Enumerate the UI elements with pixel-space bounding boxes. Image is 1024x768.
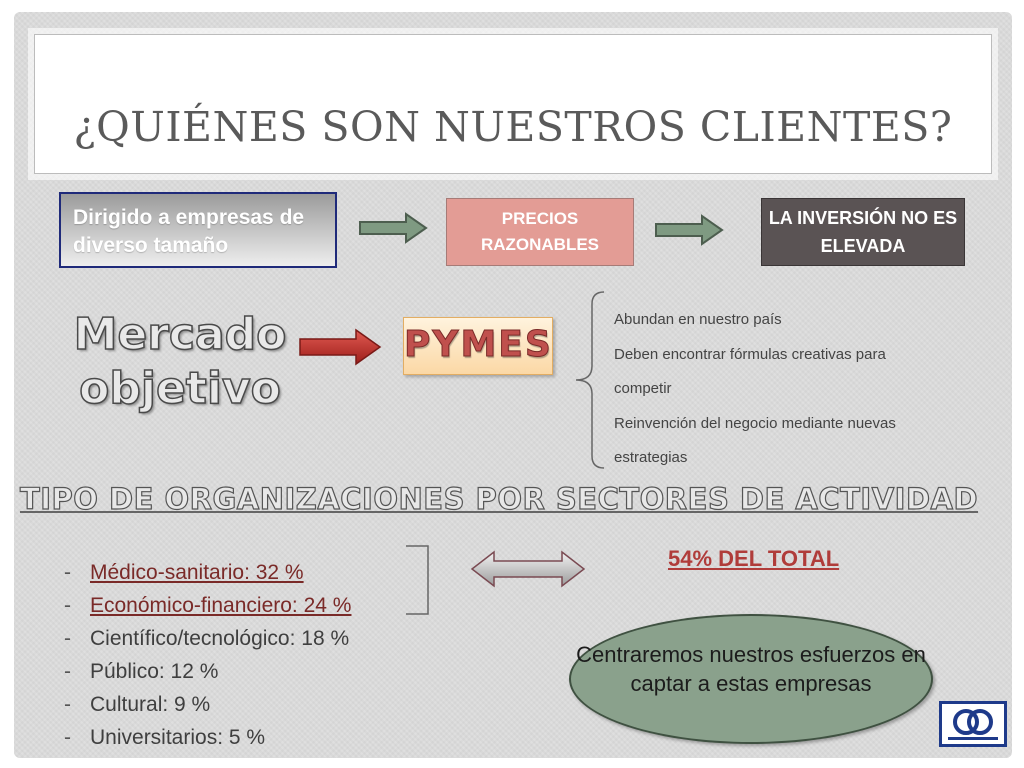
flow-arrow-icon	[358, 212, 430, 244]
list-item: Reinvención del negocio mediante nuevas	[614, 414, 896, 432]
list-item	[64, 721, 351, 754]
mercado-objetivo-label: Mercado objetivo	[73, 309, 287, 414]
bullet-marker: -	[64, 561, 71, 584]
bullet-marker: -	[64, 726, 71, 749]
box-inversion: LA INVERSIÓN NO ES ELEVADA	[761, 198, 965, 266]
title-box	[34, 34, 992, 174]
sector-list	[64, 556, 351, 754]
pymes-box	[403, 317, 553, 375]
conclusion-ellipse	[569, 614, 933, 744]
bullet-marker: -	[64, 594, 71, 617]
bracket-icon	[404, 544, 434, 616]
total-label: 54% DEL TOTAL	[668, 546, 840, 571]
sector-label: Público: 12 %	[90, 660, 219, 683]
sector-label: Científico/tecnológico: 18 %	[90, 627, 350, 650]
sector-label: Médico-sanitario: 32 %	[90, 561, 304, 584]
double-arrow-icon	[470, 550, 588, 588]
page-title: ¿QUIÉNES SON NUESTROS CLIENTES?	[73, 103, 953, 151]
flow-arrow-icon	[654, 214, 726, 246]
bullet-marker: -	[64, 627, 71, 650]
list-item: Abundan en nuestro país	[614, 311, 782, 328]
box-dirigido: Dirigido a empresas de diverso tamaño	[59, 192, 337, 268]
logo-icon	[939, 701, 1007, 747]
sector-title: TIPO DE ORGANIZACIONES POR SECTORES DE ACTIVIDAD	[19, 482, 979, 516]
red-arrow-icon	[298, 328, 384, 368]
list-item	[64, 655, 351, 688]
bullet-marker: -	[64, 693, 71, 716]
brace-icon	[570, 290, 610, 470]
list-item: Deben encontrar fórmulas creativas para	[614, 345, 886, 363]
list-item	[64, 688, 351, 721]
list-item: competir	[614, 380, 672, 397]
list-item: estrategias	[614, 449, 688, 466]
sector-label: Económico-financiero: 24 %	[90, 594, 352, 617]
list-item	[64, 622, 351, 655]
pymes-points	[614, 303, 994, 476]
list-item	[64, 556, 351, 589]
sector-label: Universitarios: 5 %	[90, 726, 266, 749]
list-item	[64, 589, 351, 622]
sector-label: Cultural: 9 %	[90, 693, 211, 716]
box-precios: PRECIOS RAZONABLES	[446, 198, 634, 266]
conclusion-text: Centraremos nuestros esfuerzos en captar a estas empresas	[576, 642, 926, 696]
pymes-label: PYMES	[404, 324, 553, 365]
bullet-marker: -	[64, 660, 71, 683]
